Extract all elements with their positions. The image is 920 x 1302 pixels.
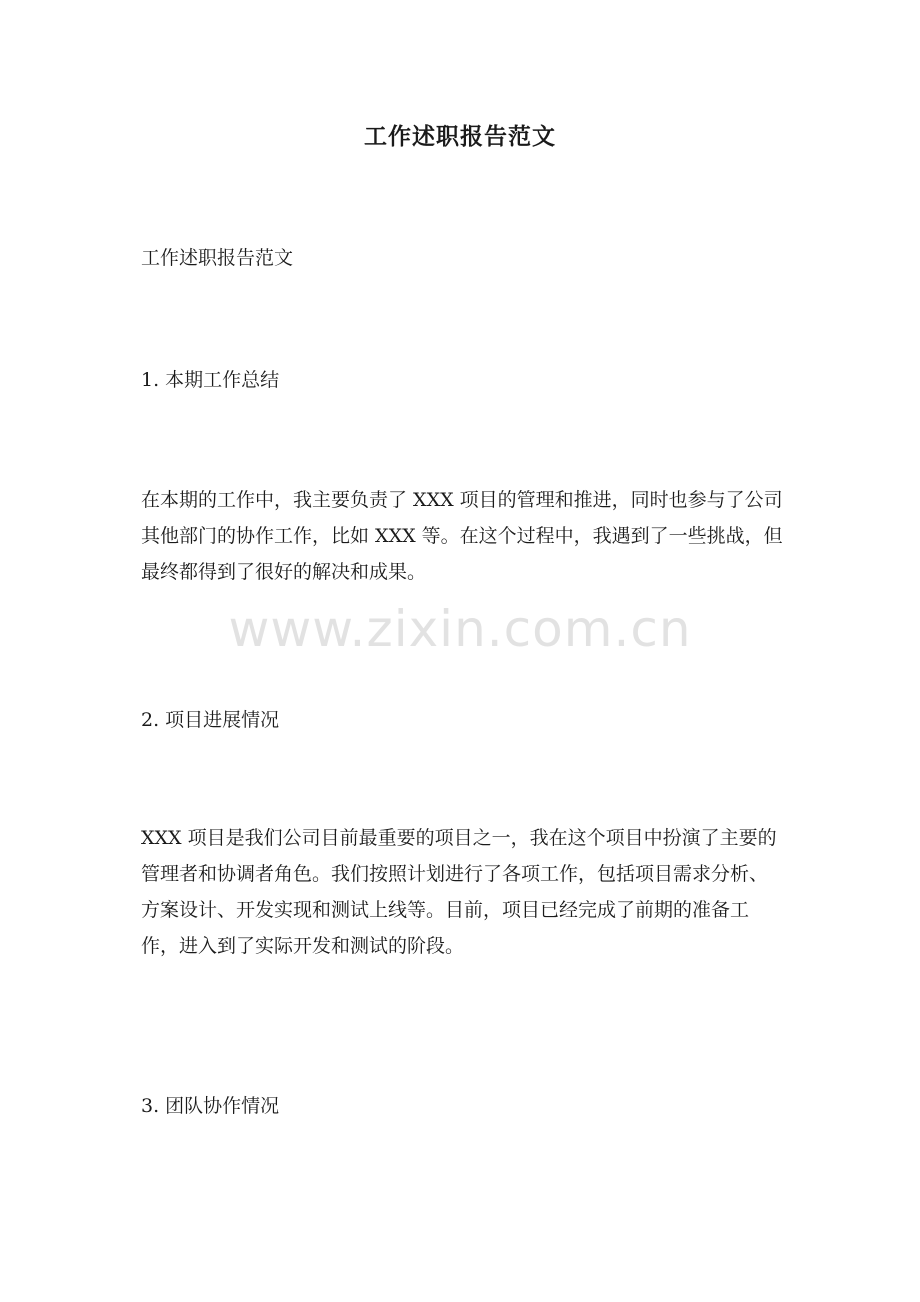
document-title: 工作述职报告范文 (364, 123, 556, 150)
watermark: www.zixin.com.cn (228, 600, 692, 658)
section-body-2: XXX 项目是我们公司目前最重要的项目之一，我在这个项目中扮演了主要的管理者和协调者角色。我们按照计划进行了各项工作，包括项目需求分析、方案设计、开发实现和测试上线等。目前，项目已经完成了前期的准备工作，进入到了实际开发和测试的阶段。 (141, 827, 777, 957)
section-heading-1: 1. 本期工作总结 (141, 369, 280, 391)
document-subtitle: 工作述职报告范文 (141, 247, 294, 269)
section-heading-3: 3. 团队协作情况 (141, 1095, 280, 1117)
section-body-1: 在本期的工作中，我主要负责了 XXX 项目的管理和推进，同时也参与了公司其他部门的协作工作，比如 XXX 等。在这个过程中，我遇到了一些挑战，但最终都得到了很好的解决和成果。 (141, 489, 783, 583)
section-heading-2: 2. 项目进展情况 (141, 709, 280, 731)
